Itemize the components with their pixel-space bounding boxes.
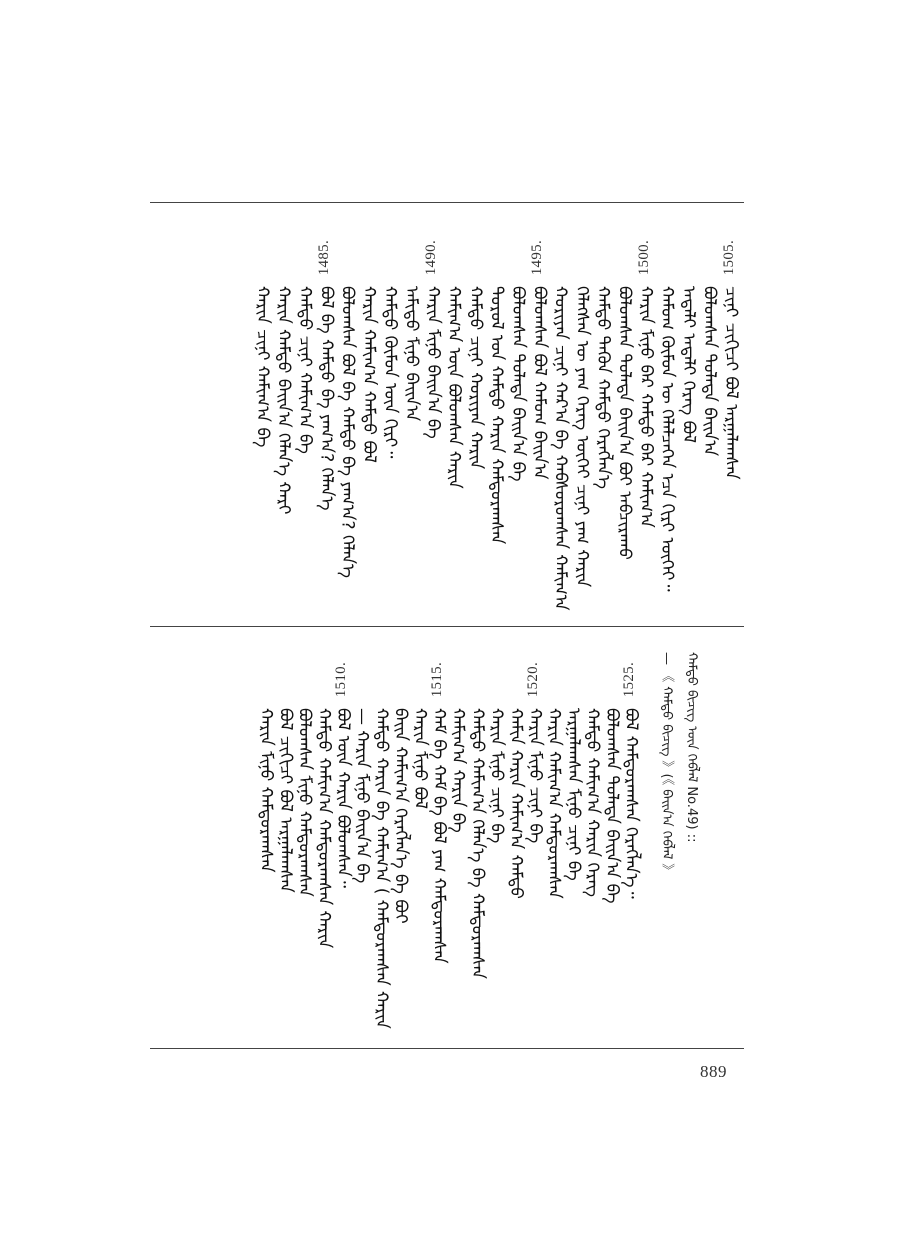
line-text: ᠬᠠᠷᠢᠨ ᠮᠢᠨᠦ ᠪᠠᠢᠨ᠎ᠠ ᠪᠠ <box>422 286 443 439</box>
verse-line <box>526 662 543 1032</box>
line-text: ᠪᠣᠯ ᠴᠢᠭᠢᠴᠢ ᠪᠣᠯ ᠠᠷᠭᠠᠯᠠᠭᠰᠠᠨ <box>275 708 296 893</box>
verse-line <box>430 662 447 1032</box>
line-text: ᠪᠣᠯ ᠦᠨ ᠬᠠᠷᠢᠨ ᠪᠤᠯᠤᠭᠰᠠᠨ᠃ <box>333 708 353 888</box>
verse-line <box>316 240 337 610</box>
line-text: ᠬᠠᠷᠢᠨ ᠮᠢᠨᠦ ᠴᠢᠨᠢ ᠪᠠ <box>525 708 545 844</box>
bottom-rule <box>150 1048 744 1049</box>
line-text: ᠬᠠᠮᠲᠤ ᠬᠠᠮᠢᠭ᠎ᠠ ᠬᠠᠷᠢᠨ ᠬᠡᠷᠡᠭ <box>582 708 603 897</box>
verse-line <box>622 662 639 1032</box>
verse-line <box>603 662 620 1032</box>
verse-line <box>584 662 601 1032</box>
line-text: ᠬᠤᠷᠢᠶᠠᠨ ᠴᠢᠨᠢ ᠬᠠᠷ᠎ᠠ ᠪᠠ ᠬᠠᠪᠰᠤᠷᠤᠭᠰᠠᠨ ᠬᠠᠮᠢᠭ᠎ᠠ <box>550 286 571 611</box>
verse-line <box>529 240 550 610</box>
verse-line <box>315 662 332 1032</box>
citation-source: ᠬᠠᠮᠲᠤ ᠪᠢᠴᠢᠭ ᠦᠨ ᠬᠡᠪᠯᠡᠯ No.49) :: <box>684 652 699 843</box>
verse-line <box>722 240 739 610</box>
top-rule <box>150 202 744 203</box>
verse-line <box>563 662 584 1032</box>
verse-line <box>488 240 505 610</box>
verse-line <box>616 240 633 610</box>
verse-line <box>507 662 524 1032</box>
line-number: 1490. <box>422 240 439 276</box>
line-text: ᠬᠠᠷᠢᠨ ᠮᠢᠨᠦ ᠪᠣᠯ <box>409 708 430 810</box>
verse-line <box>678 240 699 610</box>
line-text: ᠬᠠᠷᠢᠨ ᠬᠠᠮᠢᠭ᠎ᠠ ᠬᠠᠮᠲᠤ ᠪᠣᠯ <box>358 286 379 463</box>
line-number: 1520. <box>525 662 541 698</box>
verse-line <box>424 240 441 610</box>
line-text: ᠬᠠᠮᠲᠤ ᠬᠠᠮᠢᠭ᠎ᠠ ᠬᠠᠮᠲᠤᠷᠠᠭᠰᠠᠨ ᠬᠠᠷᠢᠨ <box>313 708 334 949</box>
citation-attribution: — 《 ᠬᠠᠮᠲᠤ ᠪᠢᠴᠢᠭ 》(《 ᠪᠠᠢᠨ᠎ᠠ ᠬᠡᠪᠯᠡᠯ 》 <box>659 652 674 877</box>
line-text: ᠪᠠᠢᠨ ᠬᠠᠮᠢᠭ᠎ᠠ ᠬᠡᠷᠡᠭᠯᠡᠨ᠎ᠡ ᠪᠠ ᠪᠤᠢ <box>390 708 411 924</box>
line-text: ᠬᠠᠮ ᠪᠠ ᠬᠠᠮ ᠪᠠ ᠪᠣᠯ ᠶᠠᠭ ᠬᠠᠮᠲᠤᠷᠠᠭᠰᠠᠨ <box>429 708 449 964</box>
line-text: ᠪᠣᠯ ᠪᠠ ᠬᠠᠮᠲᠤ ᠪᠠ ᠶᠠᠭ᠎ᠠ? ᠬᠡᠯᠡᠨ᠎ᠡ <box>316 286 337 511</box>
line-text: ᠬᠠᠮᠲᠤ ᠲᠡᠭᠦᠨ ᠬᠠᠮᠲᠤ ᠬᠡᠷᠡᠭᠯᠡᠨ᠎ᠡ <box>593 286 614 489</box>
verse-line <box>467 662 488 1032</box>
line-text: ᠬᠠᠮᠲᠤ ᠴᠢᠨᠢ ᠬᠠᠮᠢᠭ᠎ᠠ ᠪᠠ <box>295 286 315 454</box>
line-text: ᠬᠠᠷᠢᠨ ᠬᠠᠮᠢᠭ᠎ᠠ ᠬᠠᠮᠲᠤᠷᠠᠭᠰᠠᠨ <box>544 708 565 899</box>
verse-line <box>509 240 526 610</box>
page-number: 889 <box>700 1062 727 1081</box>
line-text: ᠬᠠᠷᠢᠨ ᠬᠠᠮᠲᠤ ᠪᠠᠢᠨ᠎ᠠ ᠬᠡᠯᠡᠨ᠎ᠡ ᠬᠠᠷᠢ <box>273 286 294 515</box>
line-text: ᠬᠠᠮᠲᠤ ᠬᠦᠮᠦᠨ ᠦᠨ ᠬᠢᠷᠢ᠃ <box>380 286 401 459</box>
verse-line <box>488 662 505 1032</box>
verse-line <box>352 662 373 1032</box>
line-text: ᠪᠤᠯ ᠬᠠᠮᠲᠤᠷᠠᠭᠰᠠᠨ ᠬᠡᠷᠡᠭᠯᠡᠨ᠎ᠡ᠃ <box>621 708 641 899</box>
line-text: ᠪᠤᠯᠤᠭᠰᠠᠨ ᠲᠤᠯᠠᠳᠠ ᠪᠠᠢᠨ᠎ᠠ ᠪᠠ <box>508 286 528 482</box>
verse-line <box>380 240 401 610</box>
line-number: 1510. <box>333 662 349 698</box>
line-text: ᠬᠠᠮᠢᠨ ᠬᠠᠷᠢᠨ ᠬᠠᠮᠢᠭ᠎ᠠ ᠬᠠᠮᠲᠤ <box>505 708 526 899</box>
verse-line <box>701 240 718 610</box>
line-text: ᠠᠳᠠᠯᠢ ᠠᠳᠠᠯᠢ ᠬᠡᠷᠡᠭ ᠪᠣᠯ <box>678 286 699 443</box>
middle-rule <box>150 626 744 627</box>
verse-line <box>444 240 465 610</box>
verse-line <box>465 240 486 610</box>
line-number: 1485. <box>316 240 333 276</box>
verse-line <box>593 240 614 610</box>
line-text: ᠬᠠᠷᠢᠨ ᠮᠢᠨᠦ ᠬᠠᠮᠲᠤᠷᠠᠭᠰᠠᠨ <box>256 708 277 873</box>
line-number: 1505. <box>721 240 737 276</box>
verse-line <box>339 240 356 610</box>
verse-line <box>360 240 377 610</box>
verse-line <box>411 662 428 1032</box>
verse-line <box>296 240 313 610</box>
line-text: — ᠬᠠᠷᠢᠨ ᠮᠢᠨᠦ ᠪᠠᠢᠨ᠎ᠠ ᠪᠠ <box>352 708 373 884</box>
line-text: ᠬᠠᠮᠲᠤ ᠬᠠᠮᠢᠭ᠎ᠠ ᠬᠡᠯᠡᠨ᠎ᠡ ᠪᠠ ᠬᠠᠮᠲᠤᠷᠠᠭᠰᠠᠨ <box>467 708 488 979</box>
line-number: 1495. <box>529 240 546 276</box>
verse-line <box>371 662 392 1032</box>
line-text: ᠠᠮᠢᠳᠤ ᠮᠢᠨᠦ ᠪᠠᠢᠨ᠎ᠠ <box>401 286 422 422</box>
line-text: ᠬᠠᠮᠲᠤ ᠬᠠᠷᠢᠨ ᠪᠠ ᠬᠠᠮᠢᠭ᠎ᠠ ( ᠬᠠᠮᠲᠤᠷᠠᠭᠰᠠᠨ ᠬᠠᠷᠢᠨ <box>371 708 392 1029</box>
verse-line <box>296 662 313 1032</box>
line-text: ᠬᠠᠮᠢᠭ᠎ᠠ ᠦᠨ ᠪᠤᠯᠤᠭᠰᠠᠨ ᠬᠠᠷᠢᠨ <box>444 286 465 489</box>
line-text: ᠪᠤᠯᠤᠭᠰᠠᠨ ᠪᠣᠯ ᠪᠠ ᠬᠠᠮᠲᠤ ᠪᠠ ᠶᠠᠭ᠎ᠠ? ᠬᠡᠯᠡᠨ᠎ᠡ <box>337 286 358 579</box>
verse-line <box>334 662 351 1032</box>
verse-line <box>544 662 565 1032</box>
line-text: ᠬᠠᠷᠢᠨ ᠮᠢᠨᠦ ᠴᠢᠨᠢ ᠪᠠ <box>486 708 507 844</box>
line-text: ᠪᠤᠯᠤᠭᠰᠠᠨ ᠪᠣᠯ ᠬᠠᠮᠤᠭ ᠪᠠᠢᠨ᠎ᠠ <box>529 286 550 480</box>
line-number: 1500. <box>635 240 652 276</box>
line-text: ᠪᠤᠯᠤᠭᠰᠠᠨ ᠲᠤᠯᠠᠳᠠ ᠪᠠᠢᠨ᠎ᠠ ᠪᠠ <box>601 708 622 904</box>
line-text: ᠬᠡᠯᠡᠭᠰᠡᠨ ᠦ ᠶᠠᠭ ᠬᠡᠷᠡᠭ ᠦᠭᠡᠢ ᠴᠢᠨᠢ ᠶᠠᠭ ᠬᠠᠷᠢᠨ <box>571 286 592 588</box>
line-text: ᠬᠠᠮᠲᠤ ᠴᠢᠨᠢ ᠬᠤᠷᠢᠶᠠᠨ ᠬᠠᠷᠢᠨ <box>465 286 486 470</box>
verse-line <box>573 240 590 610</box>
line-text: ᠬᠠᠮᠤᠭ ᠬᠦᠮᠦᠨ ᠦ ᠬᠡᠯᠡᠯᠴᠡᠭᠡᠨ ᠡᠴᠡ ᠬᠢᠷᠢ ᠦᠭᠡᠢ᠃ <box>657 286 678 592</box>
verse-line <box>657 240 678 610</box>
line-text: ᠠᠷᠭᠠᠯᠠᠭᠰᠠᠨ ᠮᠢᠨᠦ ᠴᠢᠨᠢ ᠪᠠ <box>563 708 584 881</box>
verse-line <box>637 240 654 610</box>
line-text: ᠲᠤᠷᠤᠯ ᠤᠨ ᠬᠠᠮᠲᠤ ᠬᠠᠷᠢᠨ ᠬᠠᠮᠲᠤᠷᠠᠭᠰᠠᠨ <box>486 286 507 545</box>
verse-line <box>448 662 469 1032</box>
verse-line <box>392 662 409 1032</box>
line-text: ᠬᠠᠮᠢᠭ᠎ᠠ ᠬᠠᠷᠢᠨ ᠪᠠ <box>448 708 469 833</box>
verse-line <box>252 240 273 610</box>
line-text: ᠪᠤᠯᠤᠭᠰᠠᠨ ᠲᠤᠯᠠᠳᠠ ᠪᠠᠢᠨ᠎ᠠ ᠪᠤᠢ ᠠᠪᠴᠢᠷᠠᠬᠤ <box>614 286 635 560</box>
verse-line <box>552 240 569 610</box>
line-number: 1515. <box>429 662 445 698</box>
verse-line <box>403 240 420 610</box>
line-text: ᠪᠤᠯᠤᠭᠰᠠᠨ ᠲᠤᠯᠠᠳᠠ ᠪᠠᠢᠨ᠎ᠠ <box>699 286 720 457</box>
line-number: 1525. <box>621 662 637 698</box>
line-text: ᠪᠤᠯᠤᠭᠰᠠᠨ ᠮᠢᠨᠦ ᠬᠠᠮᠲᠤᠷᠠᠭᠰᠠᠨ <box>294 708 315 897</box>
line-text: ᠴᠢᠨᠢ ᠴᠢᠭᠢᠴᠢ ᠪᠣᠯ ᠠᠷᠭᠠᠯᠠᠭᠰᠠᠨ <box>721 286 741 480</box>
verse-line <box>256 662 277 1032</box>
line-text: ᠬᠠᠷᠢᠨ ᠴᠢᠨᠢ ᠬᠠᠮᠢᠭ᠎ᠠ ᠪᠠ <box>252 286 273 448</box>
verse-line <box>275 662 296 1032</box>
line-text: ᠬᠠᠷᠢᠨ ᠮᠢᠨᠦ ᠪᠡᠷ ᠬᠠᠮᠲᠤ ᠪᠡᠷ ᠬᠠᠮᠢᠭ᠎ᠠ <box>635 286 656 528</box>
verse-line <box>275 240 292 610</box>
